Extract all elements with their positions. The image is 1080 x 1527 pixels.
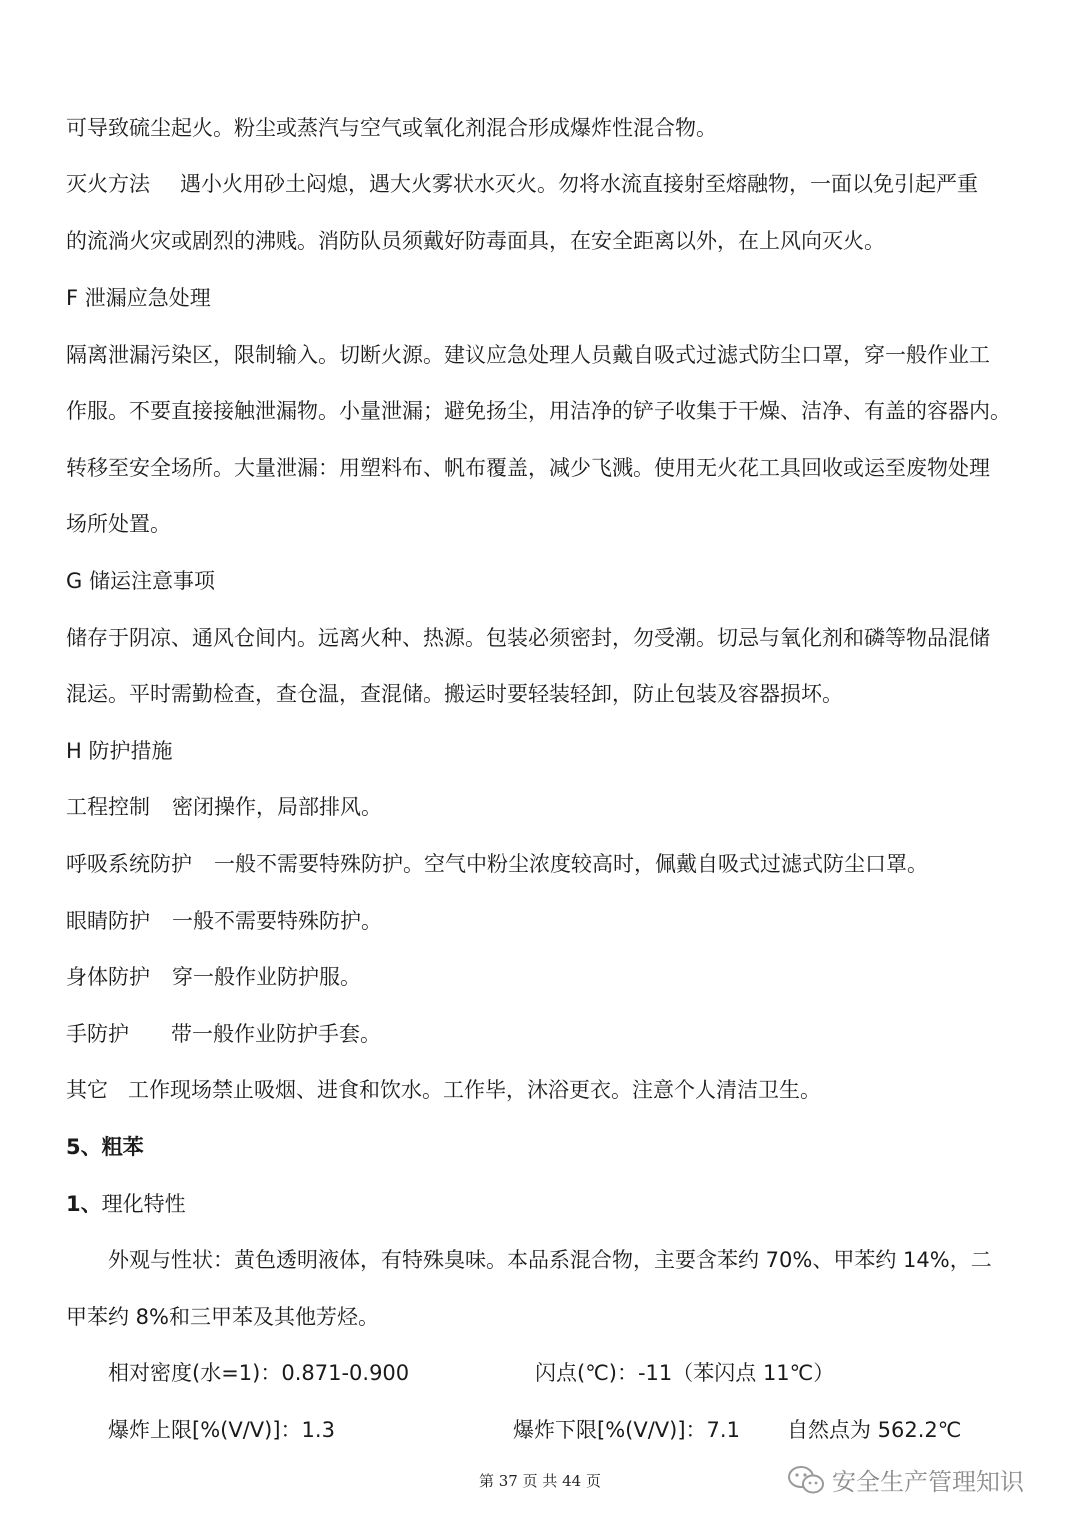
label: 其它 bbox=[66, 1078, 108, 1102]
section-heading-f: F 泄漏应急处理 bbox=[66, 286, 211, 310]
text: 密闭操作，局部排风。 bbox=[172, 795, 382, 819]
subsection-heading-1 bbox=[66, 1189, 1026, 1219]
paragraph-line: 转移至安全场所。大量泄漏：用塑料布、帆布覆盖，减少飞溅。使用无火花工具回收或运至废物处理 bbox=[66, 456, 990, 480]
fire-fighting-line bbox=[66, 169, 1026, 199]
wechat-icon bbox=[786, 1464, 826, 1496]
paragraph-line: 场所处置。 bbox=[66, 512, 171, 536]
protection-line bbox=[66, 906, 1026, 936]
autoignition-point: 自然点为 562.2℃ bbox=[787, 1418, 962, 1442]
text: 一般不需要特殊防护。空气中粉尘浓度较高时，佩戴自吸式过滤式防尘口罩。 bbox=[214, 852, 928, 876]
text: 遇小火用砂土闷熄，遇大火雾状水灭火。勿将水流直接射至熔融物，一面以免引起严重 bbox=[180, 172, 978, 196]
number: 1、 bbox=[66, 1192, 102, 1216]
watermark-text: 安全生产管理知识 bbox=[832, 1468, 1024, 1496]
protection-line bbox=[66, 1075, 1026, 1105]
text: 一般不需要特殊防护。 bbox=[172, 909, 382, 933]
text: 工作现场禁止吸烟、进食和饮水。工作毕，沐浴更衣。注意个人清洁卫生。 bbox=[128, 1078, 821, 1102]
protection-line bbox=[66, 792, 1026, 822]
paragraph-line: 混运。平时需勤检查，查仓温，查混储。搬运时要轻装轻卸，防止包装及容器损坏。 bbox=[66, 682, 843, 706]
watermark bbox=[786, 1462, 1024, 1497]
text: 穿一般作业防护服。 bbox=[172, 965, 361, 989]
upper-explosion-limit: 爆炸上限[%(V/V)]：1.3 bbox=[108, 1418, 335, 1442]
label: 手防护 bbox=[66, 1022, 129, 1046]
paragraph-line: 甲苯约 8%和三甲苯及其他芳烃。 bbox=[66, 1305, 379, 1329]
paragraph-line: 外观与性状：黄色透明液体，有特殊臭味。本品系混合物，主要含苯约 70%、甲苯约 14%，二 bbox=[108, 1248, 992, 1272]
section-heading-5: 5、粗苯 bbox=[66, 1135, 144, 1159]
label: 灭火方法 bbox=[66, 172, 150, 196]
label: 工程控制 bbox=[66, 795, 150, 819]
paragraph-line: 储存于阴凉、通风仓间内。远离火种、热源。包装必须密封，勿受潮。切忌与氧化剂和磷等物品混储 bbox=[66, 626, 990, 650]
protection-line bbox=[66, 1019, 1026, 1049]
protection-line bbox=[66, 962, 1026, 992]
flash-point-value: 闪点(℃)：-11（苯闪点 11℃） bbox=[535, 1361, 835, 1385]
section-heading-h: H 防护措施 bbox=[66, 739, 173, 763]
label: 眼睛防护 bbox=[66, 909, 150, 933]
title: 理化特性 bbox=[101, 1192, 186, 1216]
paragraph-line: 隔离泄漏污染区，限制输入。切断火源。建议应急处理人员戴自吸式过滤式防尘口罩，穿一般作业工 bbox=[66, 343, 990, 367]
paragraph-line: 的流淌火灾或剧烈的沸贱。消防队员须戴好防毒面具，在安全距离以外，在上风向灭火。 bbox=[66, 229, 885, 253]
protection-line bbox=[66, 849, 1026, 879]
paragraph-line: 可导致硫尘起火。粉尘或蒸汽与空气或氧化剂混合形成爆炸性混合物。 bbox=[66, 116, 717, 140]
lower-explosion-limit: 爆炸下限[%(V/V)]：7.1 bbox=[513, 1418, 740, 1442]
paragraph-line: 作服。不要直接接触泄漏物。小量泄漏；避免扬尘，用洁净的铲子收集于干燥、洁净、有盖的容器内。 bbox=[66, 399, 1011, 423]
text: 带一般作业防护手套。 bbox=[171, 1022, 381, 1046]
label: 呼吸系统防护 bbox=[66, 852, 192, 876]
section-heading-g: G 储运注意事项 bbox=[66, 569, 215, 593]
label: 身体防护 bbox=[66, 965, 150, 989]
density-value: 相对密度(水=1)：0.871-0.900 bbox=[108, 1361, 410, 1385]
page-number: 第 37 页 共 44 页 bbox=[478, 1472, 601, 1490]
